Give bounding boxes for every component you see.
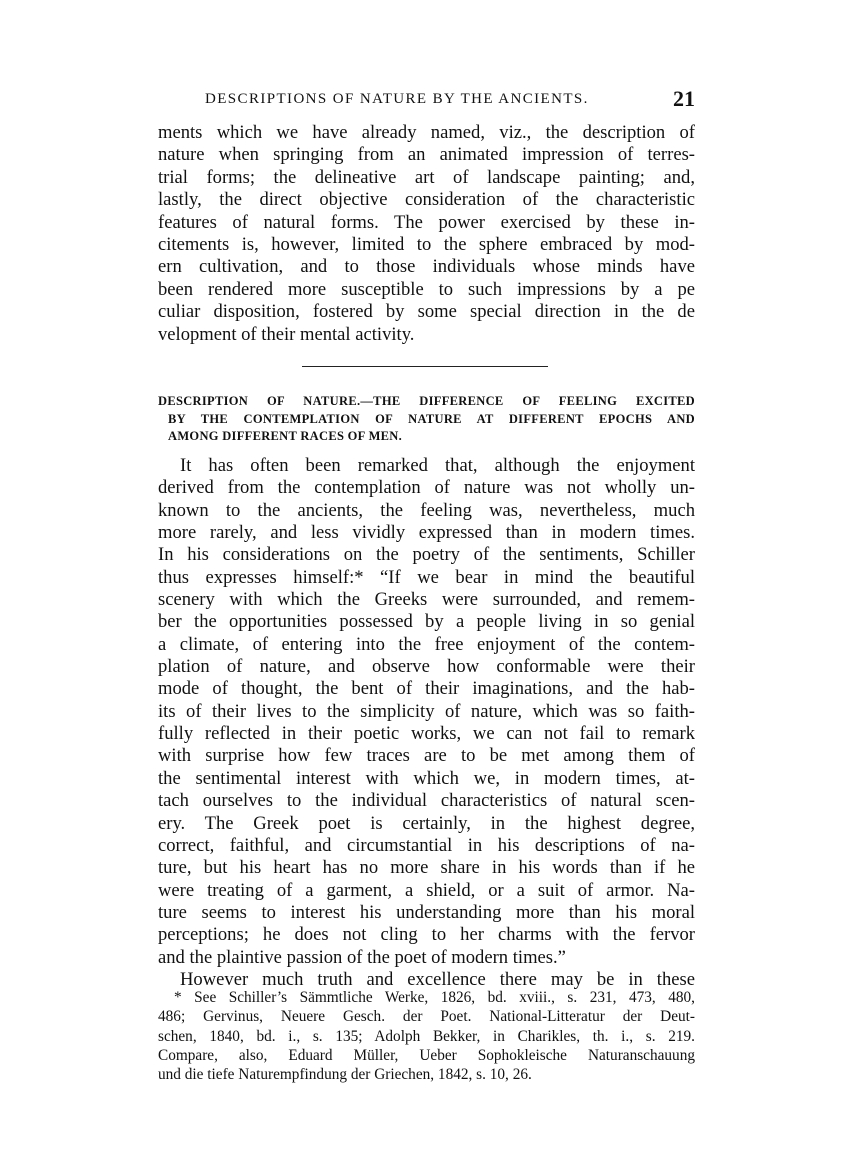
text-line: citements is, however, limited to the sphere embraced by mod-: [158, 234, 695, 256]
text-line: trial forms; the delineative art of landscape painting; and,: [158, 166, 695, 188]
text-line: with surprise how few traces are to be met among them of: [158, 745, 695, 767]
text-line: features of natural forms. The power exercised by these in-: [158, 211, 695, 233]
footnote-line: schen, 1840, bd. i., s. 135; Adolph Bekker, in Charikles, th. i., s. 219.: [158, 1027, 695, 1045]
text-line: tach ourselves to the individual characteristics of natural scen-: [158, 790, 695, 812]
running-title: DESCRIPTIONS OF NATURE BY THE ANCIENTS.: [205, 91, 589, 107]
text-line: In his considerations on the poetry of the sentiments, Schiller: [158, 544, 695, 566]
text-line: lastly, the direct objective consideration of the characteristic: [158, 189, 695, 211]
text-line: were treating of a garment, a shield, or a suit of armor. Na-: [158, 879, 695, 901]
text-line: ments which we have already named, viz., the description of: [158, 122, 695, 143]
text-line: fully reflected in their poetic works, we can not fail to remark: [158, 723, 695, 745]
text-line: mode of thought, the bent of their imaginations, and the hab-: [158, 678, 695, 700]
section-heading: [158, 393, 695, 446]
heading-line: BY THE CONTEMPLATION OF NATURE AT DIFFERENT EPOCHS AND: [168, 411, 695, 426]
running-head: [205, 86, 695, 112]
heading-line: AMONG DIFFERENT RACES OF MEN.: [168, 429, 403, 443]
text-line: derived from the contemplation of nature was not wholly un-: [158, 477, 695, 499]
text-line: plation of nature, and observe how conformable were their: [158, 656, 695, 678]
intro-paragraph: [158, 122, 695, 346]
section-divider: [302, 366, 548, 367]
text-line: ture seems to interest his understanding more than his moral: [158, 901, 695, 923]
text-line: known to the ancients, the feeling was, nevertheless, much: [158, 499, 695, 521]
text-line: ern cultivation, and to those individuals whose minds have: [158, 256, 695, 278]
page-number: 21: [673, 86, 695, 111]
text-line: the sentimental interest with which we, in modern times, at-: [158, 767, 695, 789]
body-paragraph: [158, 455, 695, 991]
text-line: its of their lives to the simplicity of nature, which was so faith-: [158, 700, 695, 722]
footnotes: [158, 988, 695, 1084]
text-line: ture, but his heart has no more share in his words than if he: [158, 857, 695, 879]
footnote-line: und die tiefe Naturempfindung der Griechen, 1842, s. 10, 26.: [158, 1066, 532, 1084]
text-line: culiar disposition, fostered by some special direction in the de: [158, 301, 695, 323]
text-line: and the plaintive passion of the poet of modern times.”: [158, 946, 566, 968]
footnote-line: * See Schiller’s Sämmtliche Werke, 1826, bd. xviii., s. 231, 473, 480,: [174, 989, 695, 1006]
footnote-line: 486; Gervinus, Neuere Gesch. der Poet. National-Litteratur der Deut-: [158, 1008, 695, 1026]
footnote-line: Compare, also, Eduard Müller, Ueber Sophokleische Naturanschauung: [158, 1046, 695, 1064]
text-line: been rendered more susceptible to such impressions by a pe: [158, 278, 695, 300]
text-line: ber the opportunities possessed by a people living in so genial: [158, 611, 695, 633]
text-line: scenery with which the Greeks were surrounded, and remem-: [158, 589, 695, 611]
text-line: nature when springing from an animated impression of terres-: [158, 144, 695, 166]
text-line: It has often been remarked that, although the enjoyment: [180, 455, 695, 476]
text-line: velopment of their mental activity.: [158, 323, 415, 345]
text-line: a climate, of entering into the free enjoyment of the contem-: [158, 633, 695, 655]
text-line: correct, faithful, and circumstantial in his descriptions of na-: [158, 834, 695, 856]
text-line: perceptions; he does not cling to her charms with the fervor: [158, 924, 695, 946]
text-line: ery. The Greek poet is certainly, in the highest degree,: [158, 812, 695, 834]
heading-line: DESCRIPTION OF NATURE.—THE DIFFERENCE OF FEELING EXCITED: [158, 394, 695, 408]
text-line: thus expresses himself:* “If we bear in mind the beautiful: [158, 566, 695, 588]
text-line: more rarely, and less vividly expressed than in modern times.: [158, 522, 695, 544]
text-line: However much truth and excellence there may be in these: [180, 968, 695, 990]
